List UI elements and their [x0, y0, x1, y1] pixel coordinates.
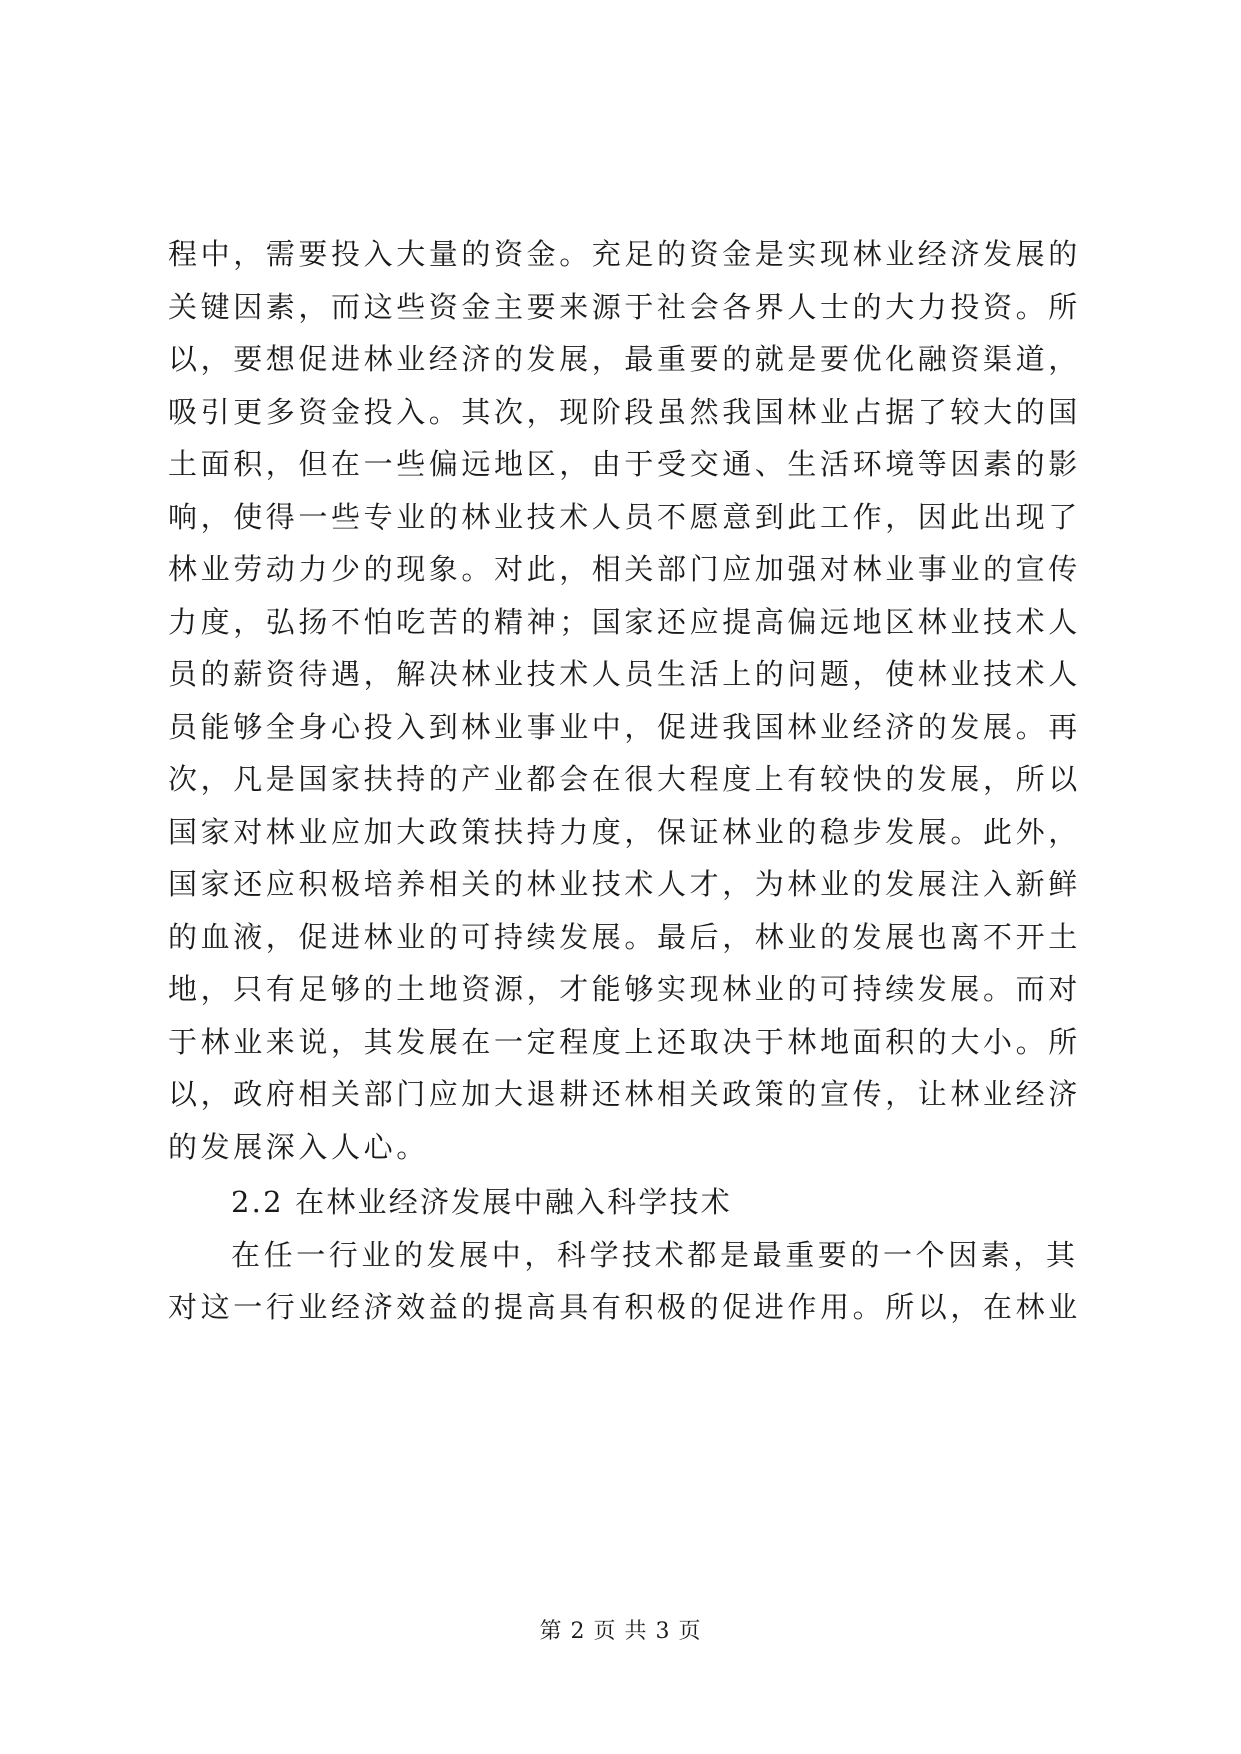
paragraph-line: 的发展深入人心。 [168, 1129, 429, 1164]
paragraph-line: 地，只有足够的土地资源，才能够实现林业的可持续发展。而对 [168, 972, 1081, 1006]
paragraph-line: 在任一行业的发展中，科学技术都是最重要的一个因素，其 [231, 1237, 1079, 1272]
paragraph-line: 国家还应积极培养相关的林业技术人才，为林业的发展注入新鲜 [168, 867, 1081, 901]
paragraph-line: 员能够全身心投入到林业事业中，促进我国林业经济的发展。再 [168, 709, 1081, 744]
paragraph-line: 林业劳动力少的现象。对此，相关部门应加强对林业事业的宣传 [168, 552, 1081, 586]
body-text [168, 228, 1088, 1334]
section-heading: 2.2 在林业经济发展中融入科学技术 [231, 1185, 732, 1219]
paragraph-line: 的血液，促进林业的可持续发展。最后，林业的发展也离不开土 [168, 919, 1081, 954]
paragraph-line: 于林业来说，其发展在一定程度上还取决于林地面积的大小。所 [168, 1024, 1081, 1059]
page-footer: 第 2 页 共 3 页 [539, 1619, 702, 1644]
paragraph-line: 程中，需要投入大量的资金。充足的资金是实现林业经济发展的 [168, 237, 1081, 271]
paragraph-line: 员的薪资待遇，解决林业技术人员生活上的问题，使林业技术人 [168, 657, 1081, 691]
paragraph-line: 吸引更多资金投入。其次，现阶段虽然我国林业占据了较大的国 [168, 394, 1081, 429]
paragraph-line: 次，凡是国家扶持的产业都会在很大程度上有较快的发展，所以 [168, 762, 1081, 796]
paragraph-line: 关键因素，而这些资金主要来源于社会各界人士的大力投资。所 [168, 289, 1081, 324]
paragraph-line: 对这一行业经济效益的提高具有积极的促进作用。所以，在林业 [168, 1290, 1081, 1324]
paragraph-line: 以，要想促进林业经济的发展，最重要的就是要优化融资渠道， [168, 342, 1081, 376]
paragraph-line: 力度，弘扬不怕吃苦的精神；国家还应提高偏远地区林业技术人 [168, 604, 1081, 639]
paragraph-line: 以，政府相关部门应加大退耕还林相关政策的宣传，让林业经济 [168, 1077, 1081, 1111]
paragraph-line: 国家对林业应加大政策扶持力度，保证林业的稳步发展。此外， [168, 814, 1081, 849]
paragraph-line: 土面积，但在一些偏远地区，由于受交通、生活环境等因素的影 [168, 447, 1081, 481]
paragraph-line: 响，使得一些专业的林业技术人员不愿意到此工作，因此出现了 [168, 499, 1081, 534]
